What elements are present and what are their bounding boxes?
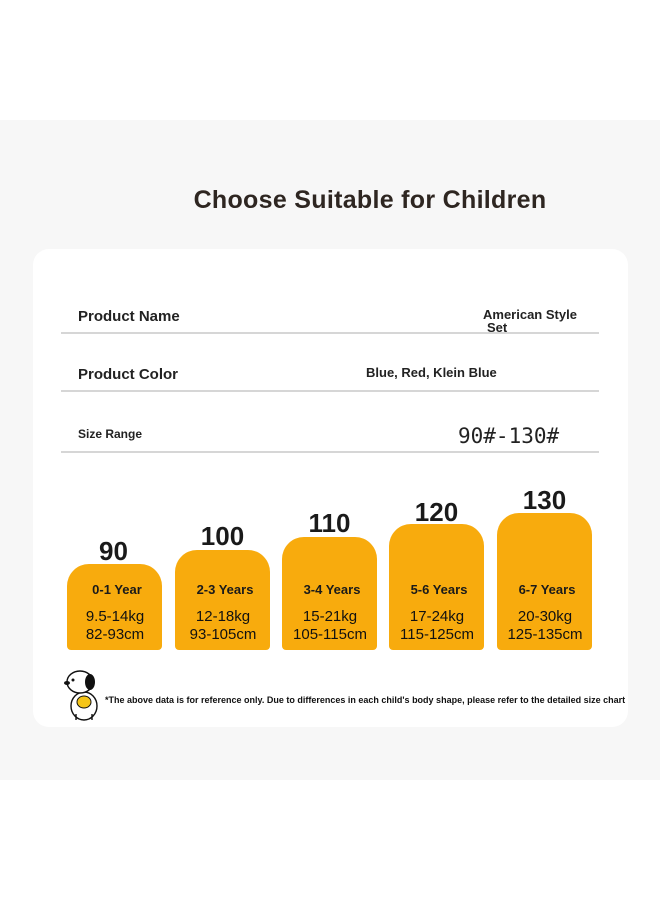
size-label: 90: [99, 536, 128, 566]
age-label: 5-6 Years: [410, 582, 468, 597]
product-name-value-line1: American Style: [483, 307, 577, 322]
age-label: 0-1 Year: [92, 582, 142, 597]
size-range-label: Size Range: [78, 427, 143, 441]
size-label: 120: [414, 497, 459, 527]
size-label: 110: [308, 508, 351, 538]
size-label: 100: [200, 521, 245, 551]
height-range: 93-105cm: [189, 626, 257, 643]
weight-range: 15-21kg: [302, 608, 358, 625]
age-label: 6-7 Years: [518, 582, 576, 597]
cartoon-dog-icon: [62, 666, 106, 722]
product-name-label: Product Name: [78, 308, 180, 325]
product-color-label: Product Color: [78, 366, 178, 383]
size-label: 130: [522, 485, 567, 515]
reference-note: *The above data is for reference only. Due to differences in each child's body shape, please refer to the detailed size chart: [105, 695, 626, 705]
age-label: 3-4 Years: [303, 582, 361, 597]
divider: [61, 390, 599, 392]
product-name-value-line2: Set: [487, 320, 508, 335]
height-range: 125-135cm: [507, 626, 583, 643]
height-range: 105-115cm: [293, 626, 367, 643]
page-title: Choose Suitable for Children: [193, 186, 547, 214]
product-color-value: Blue, Red, Klein Blue: [366, 365, 497, 380]
divider: [61, 332, 599, 334]
weight-range: 12-18kg: [195, 608, 251, 625]
weight-range: 17-24kg: [409, 608, 465, 625]
height-range: 115-125cm: [400, 626, 474, 643]
weight-range: 20-30kg: [517, 608, 573, 625]
weight-range: 9.5-14kg: [85, 608, 145, 625]
height-range: 82-93cm: [85, 626, 145, 643]
divider: [61, 451, 599, 453]
age-label: 2-3 Years: [196, 582, 254, 597]
size-range-value: 90#-130#: [458, 424, 560, 448]
